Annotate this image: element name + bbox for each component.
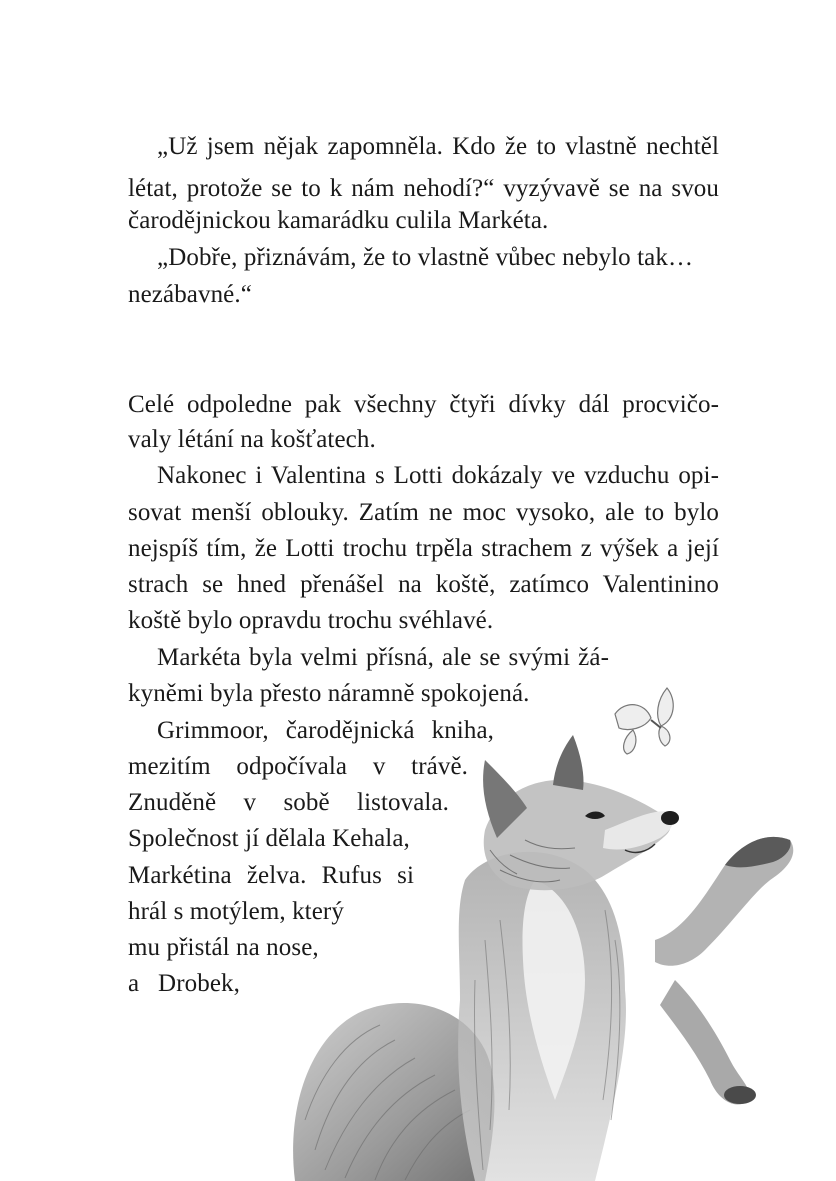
text-line: Znuděně v sobě listovala. [128,789,449,816]
text-line: valy létání na košťatech. [128,426,376,453]
butterfly-icon [615,688,673,754]
text-line: „Dobře, přiznávám, že to vlastně vůbec nebylo tak… [157,244,694,271]
text-line: mu přistál na nose, [128,934,319,961]
text-line: mezitím odpočívala v trávě. [128,753,468,780]
fox-illustration [285,680,836,1181]
text-line: „Už jsem nějak zapomněla. Kdo že to vlastně nechtěl [157,133,719,160]
text-line: Markéta byla velmi přísná, ale se svými žá- [157,644,609,671]
text-line: Markétina želva. Rufus si [128,862,414,889]
text-line: Společnost jí dělala Kehala, [128,825,410,852]
text-line: kyněmi byla přesto náramně spokojená. [128,680,530,707]
text-line: nezábavné.“ [128,281,252,308]
text-line: čarodějnickou kamarádku culila Markéta. [128,207,549,234]
text-line: strach se hned přenášel na koště, zatímco Valentinino [128,571,719,598]
text-line: a Drobek, [128,970,240,997]
text-line: koště bylo opravdu trochu svéhlavé. [128,607,494,634]
text-line: hrál s motýlem, který [128,898,344,925]
text-line: nejspíš tím, že Lotti trochu trpěla strachem z výšek a její [128,535,719,562]
fox-icon [458,735,793,1181]
text-line: sovat menší oblouky. Zatím ne moc vysoko, ale to bylo [128,499,719,526]
text-line: Nakonec i Valentina s Lotti dokázaly ve vzduchu opi- [157,462,719,489]
text-line: Celé odpoledne pak všechny čtyři dívky dál procvičo- [128,391,719,418]
text-line: Grimmoor, čarodějnická kniha, [157,717,494,744]
text-line: létat, protože se to k nám nehodí?“ vyzývavě se na svou [128,175,719,202]
